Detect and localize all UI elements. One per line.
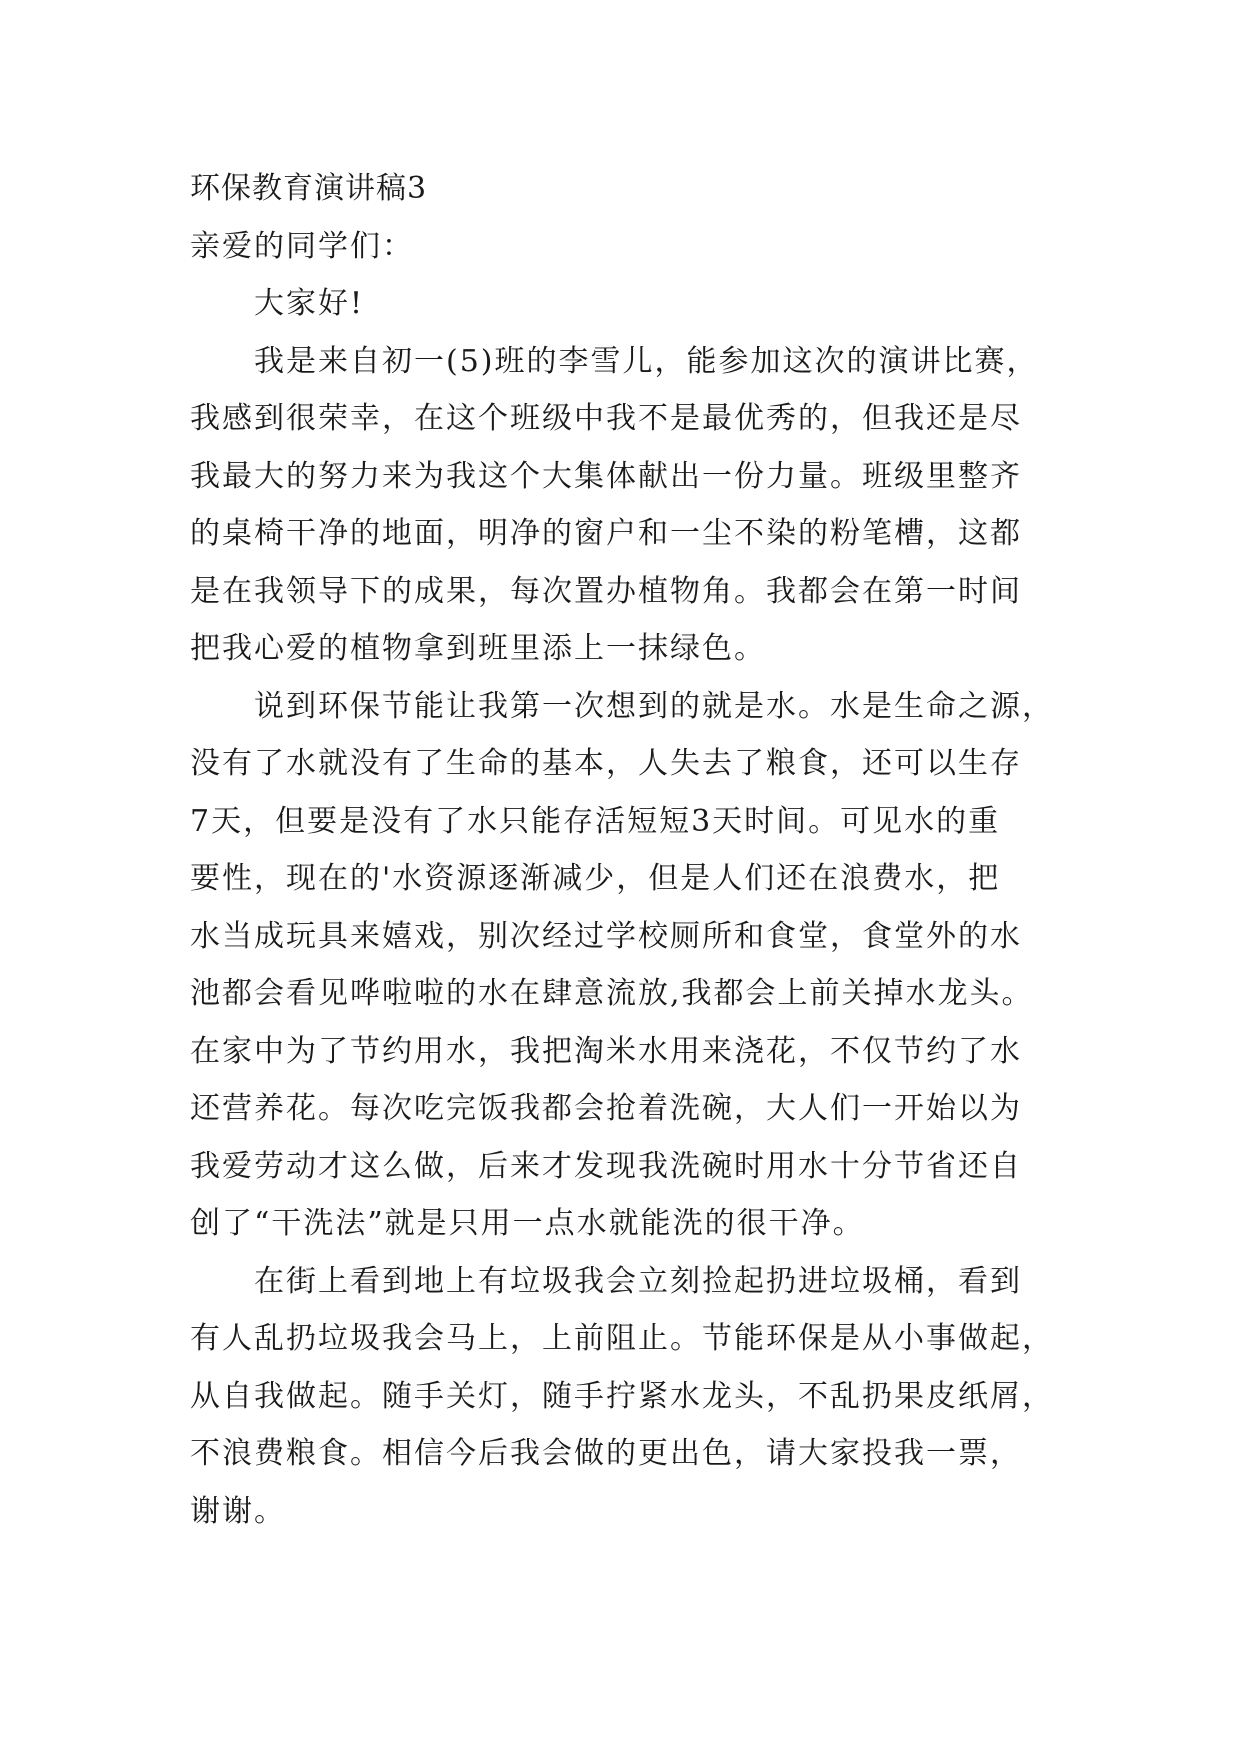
speech-text — [190, 160, 1060, 1540]
paragraph-line: 在家中为了节约用水，我把淘米水用来浇花，不仅节约了水 — [190, 1033, 1022, 1069]
paragraph-line: 从自我做起。随手关灯，随手拧紧水龙头，不乱扔果皮纸屑， — [190, 1378, 1054, 1414]
paragraph-line: 我感到很荣幸，在这个班级中我不是最优秀的，但我还是尽 — [190, 401, 1022, 436]
paragraph-line: 把我心爱的植物拿到班里添上一抹绿色。 — [190, 631, 766, 666]
document-title: 环保教育演讲稿3 — [190, 171, 428, 206]
paragraph-line: 7天，但要是没有了水只能存活短短3天时间。可见水的重 — [190, 803, 1001, 839]
paragraph-line: 池都会看见哗啦啦的水在肆意流放,我都会上前关掉水龙头。 — [190, 976, 1034, 1011]
greeting: 大家好! — [254, 286, 365, 321]
paragraph-line: 我爱劳动才这么做，后来才发现我洗碗时用水十分节省还自 — [190, 1148, 1022, 1184]
paragraph-line: 不浪费粮食。相信今后我会做的更出色，请大家投我一票， — [190, 1436, 1022, 1471]
paragraph-line: 我是来自初一(5)班的李雪儿，能参加这次的演讲比赛， — [254, 343, 1039, 379]
paragraph-line: 水当成玩具来嬉戏，别次经过学校厕所和食堂，食堂外的水 — [190, 918, 1022, 954]
paragraph-line: 有人乱扔垃圾我会马上，上前阻止。节能环保是从小事做起， — [190, 1321, 1054, 1356]
paragraph-line: 创了“干洗法”就是只用一点水就能洗的很干净。 — [190, 1206, 865, 1241]
paragraph-line: 我最大的努力来为我这个大集体献出一份力量。班级里整齐 — [190, 458, 1022, 494]
paragraph-line: 是在我领导下的成果，每次置办植物角。我都会在第一时间 — [190, 573, 1022, 609]
paragraph-line: 谢谢。 — [190, 1493, 286, 1529]
paragraph-1 — [190, 333, 1060, 678]
paragraph-line: 在街上看到地上有垃圾我会立刻捡起扔进垃圾桶，看到 — [254, 1263, 1022, 1299]
paragraph-line: 还营养花。每次吃完饭我都会抢着洗碗，大人们一开始以为 — [190, 1091, 1022, 1126]
paragraph-line: 的桌椅干净的地面，明净的窗户和一尘不染的粉笔槽，这都 — [190, 516, 1022, 551]
paragraph-line: 要性，现在的'水资源逐渐减少，但是人们还在浪费水，把 — [190, 861, 1001, 896]
paragraph-3 — [190, 1253, 1060, 1541]
paragraph-2 — [190, 678, 1060, 1253]
paragraph-line: 说到环保节能让我第一次想到的就是水。水是生命之源， — [254, 688, 1054, 724]
salutation: 亲爱的同学们： — [190, 228, 414, 264]
paragraph-line: 没有了水就没有了生命的基本，人失去了粮食，还可以生存 — [190, 746, 1022, 781]
